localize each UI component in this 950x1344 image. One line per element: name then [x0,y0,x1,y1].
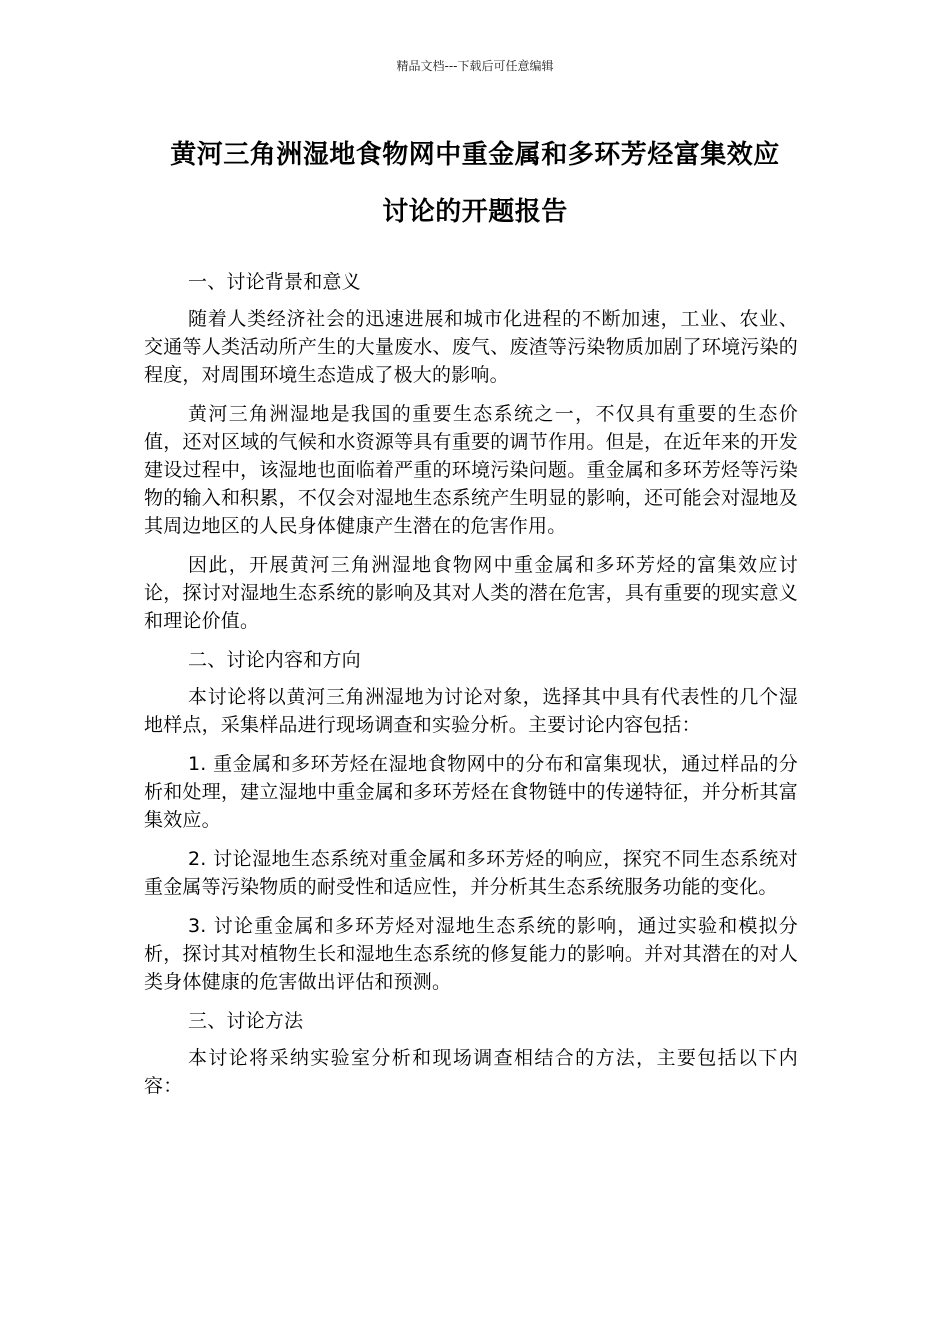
list-item: 2. 讨论湿地生态系统对重金属和多环芳烃的响应，探究不同生态系统对重金属等污染物质的耐受性和适应性，并分析其生态系统服务功能的变化。 [144,848,798,898]
paragraph: 黄河三角洲湿地是我国的重要生态系统之一，不仅具有重要的生态价值，还对区域的气候和水资源等具有重要的调节作用。但是，在近年来的开发建设过程中，该湿地也面临着严重的环境污染问题。重金属和多环芳烃等污染物的输入和积累，不仅会对湿地生态系统产生明显的影响，还可能会对湿地及其周边地区的人民身体健康产生潜在的危害作用。 [144,403,798,537]
paragraph: 因此，开展黄河三角洲湿地食物网中重金属和多环芳烃的富集效应讨论，探讨对湿地生态系统的影响及其对人类的潜在危害，具有重要的现实意义和理论价值。 [144,554,798,632]
list-item: 3. 讨论重金属和多环芳烃对湿地生态系统的影响，通过实验和模拟分析，探讨其对植物生长和湿地生态系统的修复能力的影响。并对其潜在的对人类身体健康的危害做出评估和预测。 [144,915,798,993]
page-header-note: 精品文档---下载后可任意编辑 [396,59,554,73]
document-title-line-1: 黄河三角洲湿地食物网中重金属和多环芳烃富集效应 [170,140,780,170]
section-heading-background: 一、讨论背景和意义 [188,271,361,293]
section-heading-methods: 三、讨论方法 [188,1010,304,1032]
section-heading-content: 二、讨论内容和方向 [188,649,361,671]
paragraph: 随着人类经济社会的迅速进展和城市化进程的不断加速，工业、农业、交通等人类活动所产生的大量废水、废气、废渣等污染物质加剧了环境污染的程度，对周围环境生态造成了极大的影响。 [144,308,798,386]
document-title-line-2: 讨论的开题报告 [382,197,568,227]
list-item: 1. 重金属和多环芳烃在湿地食物网中的分布和富集现状，通过样品的分析和处理，建立湿地中重金属和多环芳烃在食物链中的传递特征，并分析其富集效应。 [144,753,798,831]
paragraph: 本讨论将以黄河三角洲湿地为讨论对象，选择其中具有代表性的几个湿地样点，采集样品进行现场调查和实验分析。主要讨论内容包括： [144,686,798,736]
document-body [144,268,798,1111]
paragraph: 本讨论将采纳实验室分析和现场调查相结合的方法，主要包括以下内容： [144,1047,798,1097]
